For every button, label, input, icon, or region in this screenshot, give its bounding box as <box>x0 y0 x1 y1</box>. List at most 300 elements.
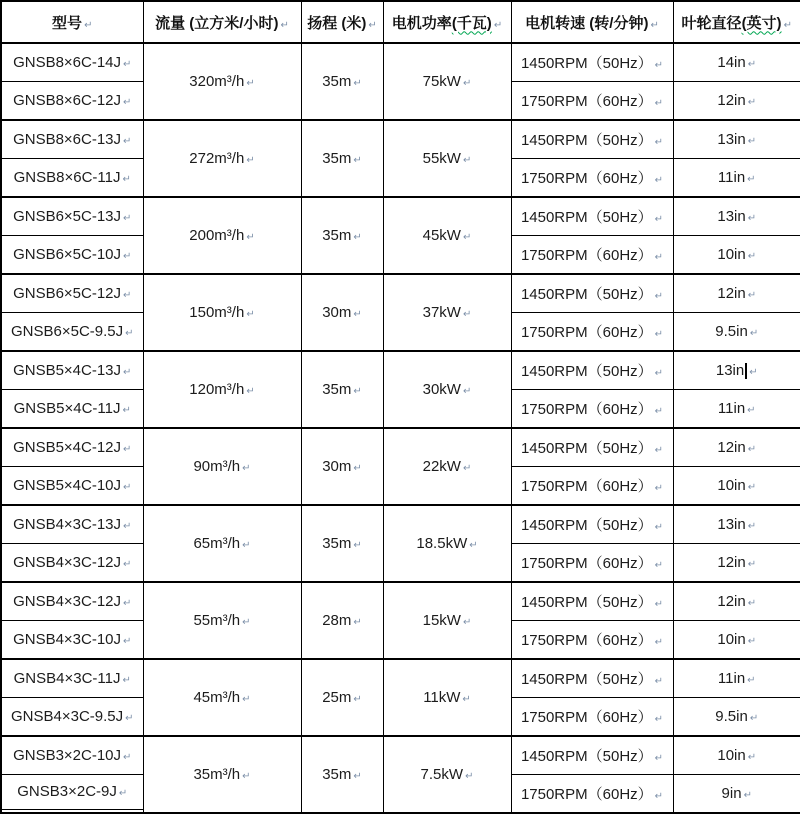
col-header-speed[interactable] <box>511 1 673 43</box>
paragraph-mark-icon: ↵ <box>747 136 757 147</box>
paragraph-mark-icon: ↵ <box>353 78 362 89</box>
table-row <box>1 43 800 82</box>
power-cell[interactable] <box>383 582 511 659</box>
model-cell[interactable] <box>1 659 143 698</box>
paragraph-mark-icon: ↵ <box>654 252 664 263</box>
power-cell[interactable] <box>383 736 511 813</box>
rpm-cell[interactable] <box>511 120 673 159</box>
paragraph-mark-icon: ↵ <box>123 521 132 532</box>
model-cell[interactable] <box>1 775 143 810</box>
paragraph-mark-icon: ↵ <box>654 98 664 109</box>
paragraph-mark-icon: ↵ <box>123 251 132 262</box>
diameter-cell[interactable] <box>673 43 800 82</box>
paragraph-mark-icon: ↵ <box>465 771 474 782</box>
col-header-diameter[interactable] <box>673 1 800 43</box>
power-cell[interactable] <box>383 505 511 582</box>
paragraph-mark-icon: ↵ <box>654 791 664 802</box>
paragraph-mark-icon: ↵ <box>462 309 472 320</box>
table-row <box>1 197 800 236</box>
rpm-cell[interactable] <box>511 274 673 313</box>
diameter-cell[interactable] <box>673 467 800 506</box>
paragraph-mark-icon: ↵ <box>123 290 132 301</box>
paragraph-mark-icon: ↵ <box>747 290 757 301</box>
diameter-cell-text: 13in <box>717 208 746 225</box>
rpm-cell[interactable] <box>511 775 673 814</box>
table-row <box>1 351 800 390</box>
flow-cell-text: 35m³/h <box>193 766 241 783</box>
paragraph-mark-icon: ↵ <box>654 214 664 225</box>
paragraph-mark-icon: ↵ <box>353 309 362 320</box>
model-cell-text: GNSB3×2C-10J <box>13 747 122 764</box>
model-cell-text: GNSB5×4C-12J <box>13 439 122 456</box>
model-cell-text: GNSB4×3C-11J <box>13 670 121 687</box>
rpm-cell-text: 1450RPM（50Hz） <box>520 440 653 457</box>
model-cell-text: GNSB4×3C-13J <box>13 516 122 533</box>
diameter-cell-text: 9.5in <box>715 708 748 725</box>
paragraph-mark-icon: ↵ <box>749 713 759 724</box>
diameter-cell[interactable] <box>673 659 800 698</box>
rpm-cell[interactable] <box>511 390 673 429</box>
paragraph-mark-icon: ↵ <box>123 559 132 570</box>
paragraph-mark-icon: ↵ <box>246 78 255 89</box>
head-cell[interactable] <box>301 120 383 197</box>
head-cell-text: 30m <box>322 458 352 475</box>
model-cell-text: GNSB6×5C-13J <box>13 208 122 225</box>
rpm-cell-text: 1750RPM（60Hz） <box>520 170 653 187</box>
flow-cell-text: 55m³/h <box>193 612 241 629</box>
table-body <box>1 43 800 813</box>
paragraph-mark-icon: ↵ <box>749 328 759 339</box>
diameter-cell-text: 12in <box>717 593 746 610</box>
model-cell[interactable] <box>1 351 143 390</box>
model-cell-text: GNSB4×3C-12J <box>13 554 122 571</box>
paragraph-mark-icon: ↵ <box>469 540 478 551</box>
diameter-cell[interactable] <box>673 736 800 775</box>
model-cell-text: GNSB5×4C-11J <box>13 400 121 417</box>
diameter-cell-text: 12in <box>717 554 746 571</box>
model-cell[interactable] <box>1 698 143 737</box>
model-cell[interactable] <box>1 390 143 429</box>
table-row <box>1 428 800 467</box>
paragraph-mark-icon: ↵ <box>747 598 757 609</box>
paragraph-mark-icon: ↵ <box>654 329 664 340</box>
head-cell[interactable] <box>301 428 383 505</box>
diameter-cell[interactable] <box>673 159 800 198</box>
header-label-speed: 电机转速 (转/分钟) <box>525 14 649 32</box>
paragraph-mark-icon: ↵ <box>783 19 792 31</box>
model-cell[interactable] <box>1 467 143 506</box>
paragraph-mark-icon: ↵ <box>747 752 757 763</box>
rpm-cell[interactable] <box>511 159 673 198</box>
rpm-cell[interactable] <box>511 351 673 390</box>
paragraph-mark-icon: ↵ <box>122 405 131 416</box>
rpm-cell[interactable] <box>511 505 673 544</box>
paragraph-mark-icon: ↵ <box>353 386 362 397</box>
diameter-cell-text: 11in <box>717 169 746 186</box>
head-cell-text: 35m <box>322 535 352 552</box>
power-cell[interactable] <box>383 43 511 120</box>
power-cell-text: 45kW <box>422 227 461 244</box>
rpm-cell[interactable] <box>511 582 673 621</box>
col-header-power[interactable] <box>383 1 511 43</box>
paragraph-mark-icon: ↵ <box>122 174 131 185</box>
paragraph-mark-icon: ↵ <box>654 637 664 648</box>
col-header-head[interactable] <box>301 1 383 43</box>
model-cell-text: GNSB8×6C-14J <box>13 54 122 71</box>
diameter-cell[interactable] <box>673 197 800 236</box>
flow-cell-text: 120m³/h <box>189 381 245 398</box>
diameter-cell[interactable] <box>673 236 800 275</box>
power-cell-text: 18.5kW <box>416 535 468 552</box>
power-cell[interactable] <box>383 351 511 428</box>
power-cell[interactable] <box>383 274 511 351</box>
flow-cell[interactable] <box>143 736 301 813</box>
header-label-power: 电机功率 <box>391 14 452 32</box>
paragraph-mark-icon: ↵ <box>462 617 472 628</box>
diameter-cell-text: 10in <box>717 246 746 263</box>
model-cell[interactable] <box>1 236 143 275</box>
flow-cell[interactable] <box>143 197 301 274</box>
paragraph-mark-icon: ↵ <box>747 251 757 262</box>
diameter-cell-text: 10in <box>717 477 746 494</box>
paragraph-mark-icon: ↵ <box>747 636 757 647</box>
header-row <box>1 1 800 43</box>
paragraph-mark-icon: ↵ <box>123 213 132 224</box>
flow-cell[interactable] <box>143 428 301 505</box>
head-cell-text: 35m <box>322 73 352 90</box>
rpm-cell[interactable] <box>511 736 673 775</box>
diameter-cell[interactable] <box>673 428 800 467</box>
rpm-cell-text: 1750RPM（60Hz） <box>520 786 653 803</box>
rpm-cell-text: 1750RPM（60Hz） <box>520 324 653 341</box>
model-cell[interactable] <box>1 505 143 544</box>
flow-cell[interactable] <box>143 505 301 582</box>
flow-cell-text: 150m³/h <box>189 304 245 321</box>
model-cell[interactable] <box>1 43 143 82</box>
table-row <box>1 659 800 698</box>
table-row <box>1 120 800 159</box>
model-cell[interactable] <box>1 582 143 621</box>
power-cell-text: 15kW <box>422 612 461 629</box>
flow-cell-text: 200m³/h <box>189 227 245 244</box>
rpm-cell-text: 1450RPM（50Hz） <box>520 209 653 226</box>
paragraph-mark-icon: ↵ <box>747 405 756 416</box>
model-cell[interactable] <box>1 621 143 660</box>
head-cell[interactable] <box>301 505 383 582</box>
paragraph-mark-icon: ↵ <box>462 694 471 705</box>
diameter-cell[interactable] <box>673 120 800 159</box>
model-cell[interactable] <box>1 736 143 775</box>
paragraph-mark-icon: ↵ <box>747 444 757 455</box>
diameter-cell[interactable] <box>673 582 800 621</box>
paragraph-mark-icon: ↵ <box>123 636 132 647</box>
power-cell-text: 55kW <box>422 150 461 167</box>
model-cell-text: GNSB8×6C-12J <box>13 92 122 109</box>
flow-cell-text: 65m³/h <box>193 535 241 552</box>
model-cell-text: GNSB4×3C-12J <box>13 593 122 610</box>
diameter-cell-text: 13in <box>715 362 745 379</box>
power-cell-text: 11kW <box>423 689 461 706</box>
power-cell[interactable] <box>383 120 511 197</box>
paragraph-mark-icon: ↵ <box>747 174 756 185</box>
header-label-diameter: 叶轮直径 <box>681 14 742 32</box>
diameter-cell[interactable] <box>673 351 800 390</box>
rpm-cell-text: 1750RPM（60Hz） <box>520 401 653 418</box>
col-header-flow[interactable] <box>143 1 301 43</box>
rpm-cell[interactable] <box>511 698 673 737</box>
paragraph-mark-icon: ↵ <box>747 59 757 70</box>
rpm-cell[interactable] <box>511 544 673 583</box>
header-label-head: 扬程 (米) <box>307 14 367 32</box>
rpm-cell[interactable] <box>511 82 673 121</box>
paragraph-mark-icon: ↵ <box>242 771 251 782</box>
diameter-cell[interactable] <box>673 621 800 660</box>
rpm-cell[interactable] <box>511 197 673 236</box>
paragraph-mark-icon: ↵ <box>654 406 664 417</box>
paragraph-mark-icon: ↵ <box>123 136 132 147</box>
paragraph-mark-icon: ↵ <box>246 232 255 243</box>
diameter-cell-text: 12in <box>717 285 746 302</box>
head-cell[interactable] <box>301 736 383 813</box>
paragraph-mark-icon: ↵ <box>749 367 758 378</box>
power-cell-text: 75kW <box>422 73 461 90</box>
diameter-cell-text: 14in <box>717 54 746 71</box>
power-cell-text: 37kW <box>422 304 461 321</box>
model-cell[interactable] <box>1 82 143 121</box>
diameter-cell-text: 11in <box>717 670 746 687</box>
model-cell[interactable] <box>1 544 143 583</box>
paragraph-mark-icon: ↵ <box>246 386 255 397</box>
rpm-cell[interactable] <box>511 43 673 82</box>
rpm-cell-text: 1450RPM（50Hz） <box>520 594 653 611</box>
rpm-cell-text: 1450RPM（50Hz） <box>520 671 653 688</box>
paragraph-mark-icon: ↵ <box>654 291 664 302</box>
paragraph-mark-icon: ↵ <box>353 771 362 782</box>
flow-cell[interactable] <box>143 659 301 736</box>
rpm-cell-text: 1450RPM（50Hz） <box>520 517 653 534</box>
head-cell[interactable] <box>301 197 383 274</box>
model-cell-text: GNSB5×4C-10J <box>13 477 122 494</box>
paragraph-mark-icon: ↵ <box>353 463 362 474</box>
paragraph-mark-icon: ↵ <box>654 60 664 71</box>
diameter-cell[interactable] <box>673 698 800 737</box>
model-cell-text: GNSB6×5C-12J <box>13 285 122 302</box>
paragraph-mark-icon: ↵ <box>123 97 132 108</box>
rpm-cell-text: 1750RPM（60Hz） <box>520 555 653 572</box>
diameter-cell-text: 12in <box>717 439 746 456</box>
paragraph-mark-icon: ↵ <box>654 483 664 494</box>
diameter-cell-text: 9.5in <box>715 323 748 340</box>
power-cell-text: 30kW <box>422 381 461 398</box>
paragraph-mark-icon: ↵ <box>123 59 132 70</box>
model-cell-text: GNSB8×6C-11J <box>13 169 121 186</box>
diameter-cell-text: 10in <box>717 747 746 764</box>
paragraph-mark-icon: ↵ <box>242 540 251 551</box>
header-label-diameter-spellcheck: (英寸) <box>741 14 782 32</box>
model-cell-text: GNSB8×6C-13J <box>13 131 122 148</box>
diameter-cell[interactable] <box>673 775 800 814</box>
model-cell-text: GNSB4×3C-10J <box>13 631 122 648</box>
paragraph-mark-icon: ↵ <box>246 155 255 166</box>
paragraph-mark-icon: ↵ <box>368 19 377 31</box>
paragraph-mark-icon: ↵ <box>123 598 132 609</box>
header-label-power-spellcheck: (千瓦) <box>451 14 492 32</box>
paragraph-mark-icon: ↵ <box>654 445 664 456</box>
head-cell-text: 35m <box>322 150 352 167</box>
model-cell-text: GNSB5×4C-13J <box>13 362 122 379</box>
model-cell[interactable] <box>1 159 143 198</box>
rpm-cell-text: 1450RPM（50Hz） <box>520 363 653 380</box>
rpm-cell[interactable] <box>511 621 673 660</box>
rpm-cell-text: 1450RPM（50Hz） <box>520 55 653 72</box>
rpm-cell-text: 1450RPM（50Hz） <box>520 748 653 765</box>
paragraph-mark-icon: ↵ <box>242 694 251 705</box>
model-cell-text: GNSB3×2C-9J <box>17 783 117 801</box>
paragraph-mark-icon: ↵ <box>743 790 752 801</box>
paragraph-mark-icon: ↵ <box>123 482 132 493</box>
diameter-cell-text: 13in <box>717 131 746 148</box>
paragraph-mark-icon: ↵ <box>123 367 132 378</box>
paragraph-mark-icon: ↵ <box>747 97 757 108</box>
head-cell-text: 25m <box>322 689 352 706</box>
paragraph-mark-icon: ↵ <box>462 78 472 89</box>
power-cell[interactable] <box>383 428 511 505</box>
paragraph-mark-icon: ↵ <box>654 137 664 148</box>
rpm-cell[interactable] <box>511 428 673 467</box>
flow-cell-text: 320m³/h <box>189 73 245 90</box>
head-cell-text: 30m <box>322 304 352 321</box>
paragraph-mark-icon: ↵ <box>353 540 362 551</box>
rpm-cell[interactable] <box>511 659 673 698</box>
paragraph-mark-icon: ↵ <box>747 213 757 224</box>
model-cell[interactable] <box>1 313 143 352</box>
paragraph-mark-icon: ↵ <box>353 694 362 705</box>
diameter-cell[interactable] <box>673 505 800 544</box>
model-cell[interactable] <box>1 274 143 313</box>
model-cell[interactable] <box>1 428 143 467</box>
paragraph-mark-icon: ↵ <box>747 675 756 686</box>
head-cell-text: 35m <box>322 227 352 244</box>
diameter-cell-text: 13in <box>717 516 746 533</box>
rpm-cell-text: 1750RPM（60Hz） <box>520 478 653 495</box>
header-label-flow: 流量 (立方米/小时) <box>155 14 279 32</box>
rpm-cell-text: 1750RPM（60Hz） <box>520 247 653 264</box>
diameter-cell[interactable] <box>673 274 800 313</box>
paragraph-mark-icon: ↵ <box>654 522 664 533</box>
paragraph-mark-icon: ↵ <box>125 328 134 339</box>
rpm-cell-text: 1450RPM（50Hz） <box>520 286 653 303</box>
diameter-cell[interactable] <box>673 544 800 583</box>
flow-cell[interactable] <box>143 351 301 428</box>
rpm-cell[interactable] <box>511 313 673 352</box>
head-cell-text: 35m <box>322 766 352 783</box>
paragraph-mark-icon: ↵ <box>353 232 362 243</box>
flow-cell[interactable] <box>143 120 301 197</box>
model-cell[interactable] <box>1 197 143 236</box>
paragraph-mark-icon: ↵ <box>118 788 128 800</box>
head-cell[interactable] <box>301 351 383 428</box>
paragraph-mark-icon: ↵ <box>84 19 93 31</box>
head-cell-text: 35m <box>322 381 352 398</box>
rpm-cell-text: 1750RPM（60Hz） <box>520 93 653 110</box>
paragraph-mark-icon: ↵ <box>246 309 255 320</box>
paragraph-mark-icon: ↵ <box>123 752 132 763</box>
flow-cell-text: 45m³/h <box>193 689 241 706</box>
diameter-cell[interactable] <box>673 82 800 121</box>
power-cell-text: 7.5kW <box>420 766 464 783</box>
paragraph-mark-icon: ↵ <box>242 617 251 628</box>
head-cell[interactable] <box>301 582 383 659</box>
paragraph-mark-icon: ↵ <box>122 675 131 686</box>
col-header-model[interactable] <box>1 1 143 43</box>
paragraph-mark-icon: ↵ <box>654 368 664 379</box>
rpm-cell[interactable] <box>511 236 673 275</box>
power-cell[interactable] <box>383 197 511 274</box>
diameter-cell[interactable] <box>673 313 800 352</box>
flow-cell[interactable] <box>143 43 301 120</box>
paragraph-mark-icon: ↵ <box>123 444 132 455</box>
paragraph-mark-icon: ↵ <box>462 232 472 243</box>
paragraph-mark-icon: ↵ <box>654 175 664 186</box>
rpm-cell-text: 1750RPM（60Hz） <box>520 632 653 649</box>
paragraph-mark-icon: ↵ <box>654 599 664 610</box>
text-cursor-caret <box>745 363 747 379</box>
diameter-cell-text: 10in <box>717 631 746 648</box>
paragraph-mark-icon: ↵ <box>747 559 757 570</box>
flow-cell-text: 90m³/h <box>193 458 241 475</box>
paragraph-mark-icon: ↵ <box>462 155 472 166</box>
paragraph-mark-icon: ↵ <box>242 463 251 474</box>
flow-cell[interactable] <box>143 582 301 659</box>
power-cell-text: 22kW <box>422 458 461 475</box>
model-cell-text: GNSB6×5C-10J <box>13 246 122 263</box>
paragraph-mark-icon: ↵ <box>353 617 362 628</box>
table-row <box>1 274 800 313</box>
header-label-model: 型号 <box>52 14 83 32</box>
diameter-cell-text: 12in <box>717 92 746 109</box>
paragraph-mark-icon: ↵ <box>462 463 472 474</box>
table-row <box>1 505 800 544</box>
flow-cell-text: 272m³/h <box>189 150 245 167</box>
paragraph-mark-icon: ↵ <box>125 713 134 724</box>
model-cell-text: GNSB6×5C-9.5J <box>10 323 124 340</box>
rpm-cell-text: 1750RPM（60Hz） <box>520 709 653 726</box>
flow-cell[interactable] <box>143 274 301 351</box>
diameter-cell[interactable] <box>673 390 800 429</box>
head-cell[interactable] <box>301 274 383 351</box>
head-cell[interactable] <box>301 43 383 120</box>
head-cell[interactable] <box>301 659 383 736</box>
paragraph-mark-icon: ↵ <box>654 560 664 571</box>
paragraph-mark-icon: ↵ <box>280 19 289 31</box>
paragraph-mark-icon: ↵ <box>654 753 664 764</box>
rpm-cell-text: 1450RPM（50Hz） <box>520 132 653 149</box>
paragraph-mark-icon: ↵ <box>747 482 757 493</box>
model-cell-text: GNSB4×3C-9.5J <box>10 708 124 725</box>
diameter-cell-text: 11in <box>717 400 746 417</box>
paragraph-mark-icon: ↵ <box>462 386 472 397</box>
paragraph-mark-icon: ↵ <box>654 714 664 725</box>
paragraph-mark-icon: ↵ <box>353 155 362 166</box>
power-cell[interactable] <box>383 659 511 736</box>
model-cell[interactable] <box>1 120 143 159</box>
rpm-cell[interactable] <box>511 467 673 506</box>
paragraph-mark-icon: ↵ <box>654 676 664 687</box>
paragraph-mark-icon: ↵ <box>747 521 757 532</box>
table-row <box>1 736 800 775</box>
paragraph-mark-icon: ↵ <box>493 19 503 31</box>
table-row <box>1 582 800 621</box>
